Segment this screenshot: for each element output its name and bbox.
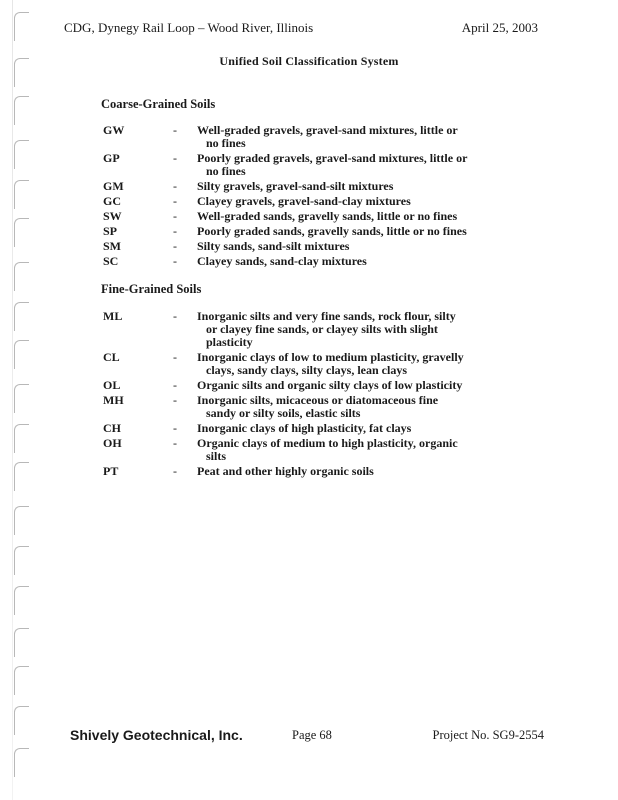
binder-ring-mark [14, 506, 29, 535]
soil-description: Well-graded gravels, gravel-sand mixtures, little or no fines [197, 123, 458, 150]
soil-code: SP [103, 224, 118, 238]
coarse-grained-heading: Coarse-Grained Soils [101, 97, 216, 111]
soil-description: Inorganic silts, micaceous or diatomaceous fine sandy or silty soils, elastic silts [197, 393, 439, 420]
binder-ring-mark [14, 262, 29, 291]
binder-ring-mark [14, 340, 29, 369]
fine-grained-heading: Fine-Grained Soils [101, 282, 202, 296]
binder-ring-mark [14, 180, 29, 209]
dash-separator: - [173, 421, 177, 435]
soil-code: GM [103, 179, 124, 193]
dash-separator: - [173, 350, 177, 364]
binder-ring-mark [14, 140, 29, 169]
soil-description: Silty gravels, gravel-sand-silt mixtures [197, 179, 394, 193]
binder-ring-mark [14, 12, 29, 41]
page-title: Unified Soil Classification System [219, 54, 399, 68]
soil-row-gp [103, 152, 503, 178]
dash-separator: - [173, 436, 177, 450]
soil-description: Peat and other highly organic soils [197, 464, 374, 478]
soil-row-cl [103, 351, 503, 377]
soil-row-gm [103, 180, 503, 193]
dash-separator: - [173, 239, 177, 253]
binder-ring-mark [14, 96, 29, 125]
binder-ring-mark [14, 546, 29, 575]
binder-edge-line [12, 0, 13, 800]
soil-row-ch [103, 422, 503, 435]
footer-project-number: Project No. SG9-2554 [432, 728, 544, 742]
soil-code: GW [103, 123, 125, 137]
dash-separator: - [173, 151, 177, 165]
dash-separator: - [173, 309, 177, 323]
dash-separator: - [173, 378, 177, 392]
soil-code: GP [103, 151, 120, 165]
soil-row-gw [103, 124, 503, 150]
soil-row-gc [103, 195, 503, 208]
footer-company-name: Shively Geotechnical, Inc. [70, 727, 243, 743]
soil-description: Poorly graded gravels, gravel-sand mixtures, little or no fines [197, 151, 468, 178]
soil-code: ML [103, 309, 123, 323]
binder-ring-mark [14, 302, 29, 331]
dash-separator: - [173, 179, 177, 193]
fine-grained-table [103, 310, 503, 480]
soil-code: SM [103, 239, 121, 253]
binder-ring-mark [14, 384, 29, 413]
soil-description: Clayey gravels, gravel-sand-clay mixtures [197, 194, 411, 208]
soil-description: Poorly graded sands, gravelly sands, little or no fines [197, 224, 467, 238]
soil-code: OL [103, 378, 121, 392]
soil-row-ml [103, 310, 503, 349]
soil-description: Organic silts and organic silty clays of low plasticity [197, 378, 463, 392]
dash-separator: - [173, 123, 177, 137]
soil-row-sc [103, 255, 503, 268]
soil-row-sm [103, 240, 503, 253]
soil-row-oh [103, 437, 503, 463]
dash-separator: - [173, 464, 177, 478]
soil-code: CH [103, 421, 121, 435]
binder-ring-mark [14, 706, 29, 735]
binder-ring-mark [14, 666, 29, 695]
binder-ring-mark [14, 424, 29, 453]
dash-separator: - [173, 393, 177, 407]
binder-margin [0, 0, 40, 800]
soil-description: Clayey sands, sand-clay mixtures [197, 254, 367, 268]
soil-row-sw [103, 210, 503, 223]
soil-code: PT [103, 464, 119, 478]
coarse-grained-table [103, 124, 503, 270]
soil-code: CL [103, 350, 120, 364]
binder-ring-mark [14, 218, 29, 247]
soil-code: GC [103, 194, 121, 208]
dash-separator: - [173, 194, 177, 208]
header-date: April 25, 2003 [461, 20, 538, 35]
soil-row-sp [103, 225, 503, 238]
footer-page-number: Page 68 [292, 728, 332, 742]
soil-code: SC [103, 254, 119, 268]
soil-description: Silty sands, sand-silt mixtures [197, 239, 350, 253]
binder-ring-mark [14, 462, 29, 491]
binder-ring-mark [14, 586, 29, 615]
soil-description: Organic clays of medium to high plasticity, organic silts [197, 436, 458, 463]
header-project-location: CDG, Dynegy Rail Loop – Wood River, Illinois [64, 20, 314, 35]
soil-description: Well-graded sands, gravelly sands, little or no fines [197, 209, 458, 223]
soil-code: SW [103, 209, 122, 223]
soil-code: MH [103, 393, 124, 407]
dash-separator: - [173, 224, 177, 238]
soil-code: OH [103, 436, 122, 450]
soil-row-mh [103, 394, 503, 420]
soil-row-ol [103, 379, 503, 392]
dash-separator: - [173, 254, 177, 268]
dash-separator: - [173, 209, 177, 223]
soil-description: Inorganic clays of high plasticity, fat clays [197, 421, 412, 435]
soil-description: Inorganic clays of low to medium plasticity, gravelly clays, sandy clays, silty clays, lean clays [197, 350, 464, 377]
binder-ring-mark [14, 748, 29, 777]
soil-description: Inorganic silts and very fine sands, rock flour, silty or clayey fine sands, or clayey silts with slight plasticity [197, 309, 456, 349]
soil-row-pt [103, 465, 503, 478]
binder-ring-mark [14, 628, 29, 657]
